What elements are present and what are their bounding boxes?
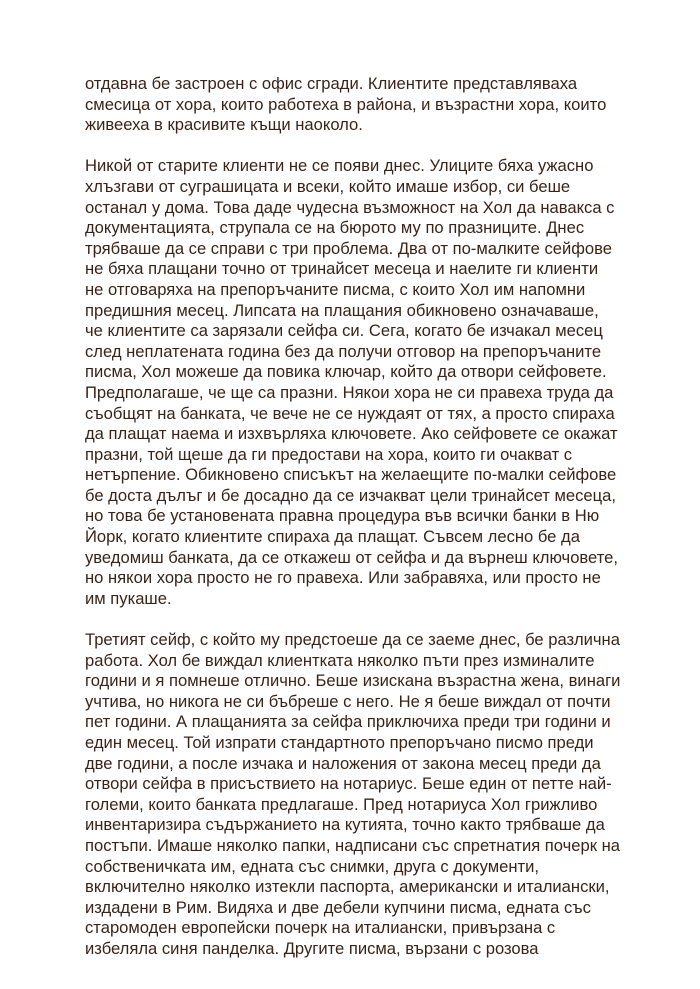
text-line: но това бе установената правна процедура във всички банки в Ню: [85, 506, 600, 526]
text-line: Йорк, когато клиентите спираха да плащат. Съвсем лесно бе да: [85, 527, 580, 547]
text-line: пет години. А плащанията за сейфа приключиха преди три години и: [85, 712, 611, 732]
text-line: хлъзгави от суграшицата и всеки, който имаше избор, си беше: [85, 176, 571, 196]
text-line: Третият сейф, с който му предстоеше да се заеме днес, бе различна: [85, 630, 620, 650]
text-line: постъпи. Имаше няколко папки, надписани със спретнатия почерк на: [85, 835, 621, 855]
text-line: нетърпение. Обикновено списъкът на желаещите по-малки сейфове: [85, 465, 617, 485]
text-line: празни, той щеше да ги предостави на хора, които ги очакват с: [85, 444, 573, 464]
text-line: да плащат наема и изхвърляха ключовете. Ако сейфовете се окажат: [85, 424, 618, 444]
paragraph-1: [85, 74, 625, 136]
text-line: две години, а после изчака и наложения от закона месец преди да: [85, 753, 601, 773]
text-line: собственичката им, едната със снимки, друга с документи,: [85, 856, 539, 876]
text-line: отвори сейфа в присъствието на нотариус. Беше един от петте най-: [85, 774, 612, 794]
text-line: им пукаше.: [85, 588, 172, 608]
text-line: учтива, но никога не си бъбреше с него. Не я беше виждал от почти: [85, 691, 611, 711]
paragraph-3: [85, 630, 625, 960]
text-line: години и я помнеше отлично. Беше изискана възрастна жена, винаги: [85, 671, 621, 691]
text-line: издадени в Рим. Видяха и две дебели купчини писма, едната със: [85, 897, 591, 917]
text-line: не бяха плащани точно от тринайсет месеца и наелите ги клиенти: [85, 259, 599, 279]
text-line: Никой от старите клиенти не се появи днес. Улиците бяха ужасно: [85, 156, 594, 176]
text-line: работа. Хол бе виждал клиентката няколко пъти през изминалите: [85, 650, 595, 670]
body-text: [85, 74, 625, 980]
text-line: след неплатената година без да получи отговор на препоръчаните: [85, 341, 602, 361]
text-line: че клиентите са зарязали сейфа си. Сега, когато бе изчакал месец: [85, 321, 603, 341]
text-line: трябваше да се справи с три проблема. Два от по-малките сейфове: [85, 238, 612, 258]
text-line: съобщят на банката, че вече не се нуждаят от тях, а просто спираха: [85, 403, 615, 423]
text-line: големи, които банката предлагаше. Пред нотариуса Хол грижливо: [85, 794, 598, 814]
text-line: уведомиш банката, да се откажеш от сейфа и да върнеш ключовете,: [85, 547, 618, 567]
text-line: не отговаряха на препоръчаните писма, с които Хол им напомни: [85, 279, 586, 299]
text-line: старомоден европейски почерк на италиански, привързана с: [85, 918, 556, 938]
text-line: писма, Хол можеше да повика ключар, който да отвори сейфовете.: [85, 362, 607, 382]
text-line: смесица от хора, които работеха в района, и възрастни хора, които: [85, 94, 607, 114]
text-line: отдавна бе застроен с офис сгради. Клиентите представляваха: [85, 74, 578, 93]
text-line: но някои хора просто не го правеха. Или забравяха, или просто не: [85, 568, 601, 588]
text-line: живееха в красивите къщи наоколо.: [85, 115, 363, 135]
text-line: документацията, струпала се на бюрото му по празниците. Днес: [85, 218, 585, 238]
text-line: един месец. Той изпрати стандартното препоръчано писмо преди: [85, 733, 594, 752]
text-line: Предполагаше, че ще са празни. Някои хора не си правеха труда да: [85, 382, 614, 402]
paragraph-2: [85, 156, 625, 609]
text-line: включително няколко изтекли паспорта, американски и италиански,: [85, 877, 610, 897]
text-line: инвентаризира съдържанието на кутията, точно както трябваше да: [85, 815, 605, 835]
text-line: избеляла синя панделка. Другите писма, вързани с розова: [85, 938, 539, 958]
text-line: предишния месец. Липсата на плащания обикновено означаваше,: [85, 300, 599, 320]
text-line: бе доста дълъг и бе досадно да се изчакват цели тринайсет месеца,: [85, 485, 617, 505]
text-line: останал у дома. Това даде чудесна възможност на Хол да навакса с: [85, 197, 615, 217]
